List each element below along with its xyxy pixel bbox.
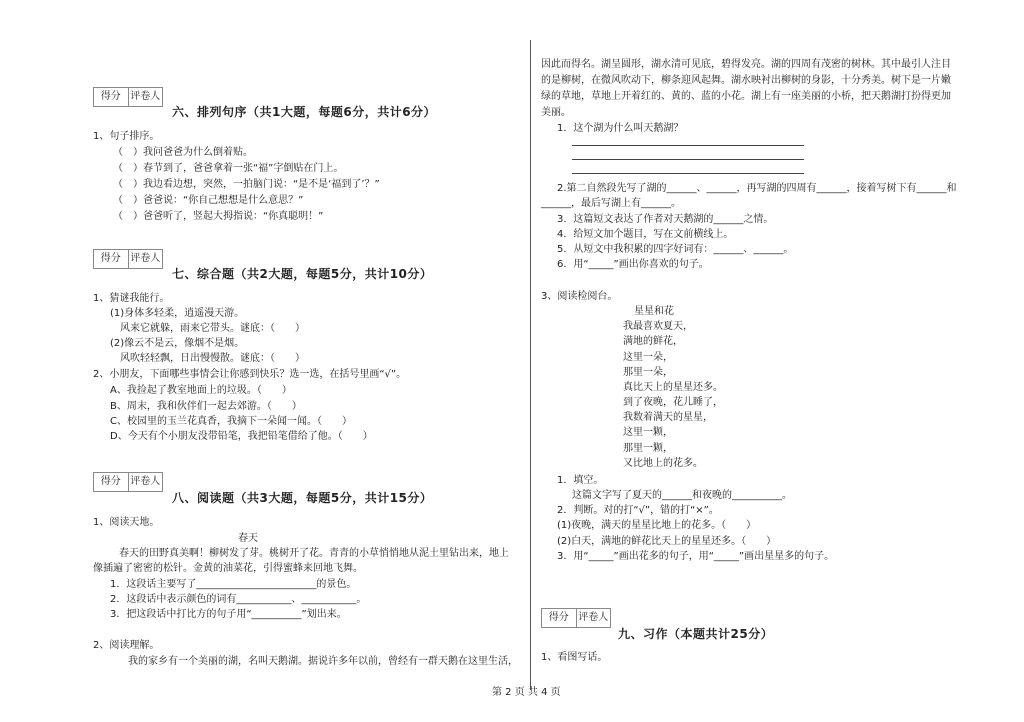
riddle-line: 风来它就躲，雨来它带头。谜底：（ ） <box>120 323 305 334</box>
passage-title: 春天 <box>238 533 258 544</box>
reading-question: ______，最后写湖上有______。 <box>541 198 681 209</box>
section-6-title: 六、排列句序（共1大题，每题6分，共计6分） <box>172 105 437 119</box>
reading-question: (1)夜晚，满天的星星比地上的花多。（ ） <box>557 520 757 531</box>
grader-label: 评卷人 <box>128 473 163 491</box>
passage-line: 春天的田野真美啊！柳树发了芽。桃树开了花。青青的小草悄悄地从泥土里钻出来，地上 <box>119 548 509 559</box>
score-label: 得分 <box>100 253 121 264</box>
poem-line: 那里一朵， <box>623 367 673 378</box>
passage-line: 美丽。 <box>541 107 571 118</box>
reading-question: 4．给短文加个题目，写在文前横线上。 <box>557 229 734 240</box>
section-8-title: 八、阅读题（共3大题，每题5分，共计15分） <box>172 491 433 505</box>
passage-question: 2．这段话中表示颜色的词有___________、___________。 <box>110 594 367 605</box>
question-label: 3、阅读检阅台。 <box>541 291 618 302</box>
score-box <box>541 608 611 628</box>
sentence-item: （ ）爸爸听了，竖起大拇指说：“你真聪明！” <box>113 211 324 222</box>
poem-line: 到了夜晚，花儿睡了， <box>623 397 723 408</box>
passage-line: 我的家乡有一个美丽的湖，名叫天鹅湖。据说许多年以前，曾经有一群天鹅在这里生活， <box>128 656 518 667</box>
reading-question: 2．判断。对的打“√”，错的打“×”。 <box>557 505 719 516</box>
question-label: 2、阅读理解。 <box>93 640 160 651</box>
answer-line <box>572 173 804 174</box>
grader-label: 评卷人 <box>576 609 611 627</box>
question-label: 2、小朋友，下面哪些事情会让你感到快乐？选一选，在括号里画“√”。 <box>93 369 407 380</box>
section-9-title: 九、习作（本题共计25分） <box>618 627 774 641</box>
option-item: D、今天有个小朋友没带铅笔，我把铅笔借给了他。（ ） <box>110 431 373 442</box>
passage-line: 因此而得名。湖呈圆形，湖水清可见底，碧得发亮。湖的四周有茂密的树林。其中最引人注目 <box>541 59 951 70</box>
passage-line: 绿的草地，草地上开着红的、黄的、蓝的小花。湖上有一座美丽的小桥，把天鹅湖打扮得更加 <box>541 91 951 102</box>
score-box <box>93 249 163 269</box>
reading-question: 1．填空。 <box>557 475 604 486</box>
sentence-item: （ ）我边看边想，突然，一拍脑门说：“是不是‘福到了’？” <box>113 179 380 190</box>
passage-line: 像插遍了密密的松针。金黄的油菜花，引得蜜蜂来回地飞舞。 <box>93 563 363 574</box>
score-box <box>93 472 163 492</box>
poem-line: 真比天上的星星还多。 <box>623 382 723 393</box>
question-label: 1、句子排序。 <box>93 131 160 142</box>
poem-line: 又比地上的花多。 <box>623 458 703 469</box>
passage-line: 的是柳树，在微风吹动下，柳条迎风起舞。湖水映衬出柳树的身影，十分秀美。树下是一片嫩 <box>541 75 951 86</box>
reading-question: 这篇文字写了夏天的______和夜晚的__________。 <box>572 490 792 501</box>
reading-question: 3．这篇短文表达了作者对天鹅湖的______之情。 <box>557 214 774 225</box>
poem-line: 满地的鲜花， <box>623 336 683 347</box>
option-item: C、校园里的玉兰花真香，我摘下一朵闻一闻。（ ） <box>110 416 352 427</box>
reading-question: 1．这个湖为什么叫天鹅湖？ <box>557 123 684 134</box>
sentence-item: （ ）我问爸爸为什么倒着贴。 <box>113 147 253 158</box>
answer-line <box>572 159 804 160</box>
score-box <box>93 87 163 107</box>
passage-question: 1．这段话主要写了________________________的景色。 <box>110 579 357 590</box>
grader-label: 评卷人 <box>128 250 163 268</box>
reading-question: (2)白天，满地的鲜花比天上的星星还多。（ ） <box>557 536 777 547</box>
poem-line: 我最喜欢夏天， <box>623 321 693 332</box>
poem-title: 星星和花 <box>634 306 674 317</box>
sentence-item: （ ）爸爸说：“你自己想想是什么意思？” <box>113 195 304 206</box>
score-label: 得分 <box>548 612 569 623</box>
reading-question: 2.第二自然段先写了湖的______、______，再写湖的四周有______，接着写树下有______和 <box>557 183 957 194</box>
question-label: 1、猜谜我能行。 <box>93 293 170 304</box>
grader-label: 评卷人 <box>128 88 163 106</box>
poem-line: 这里一朵， <box>623 352 673 363</box>
score-label: 得分 <box>100 476 121 487</box>
reading-question: 5．从短文中我积累的四字好词有：______、______。 <box>557 244 794 255</box>
reading-question: 3．用“_____”画出花多的句子，用“_____”画出星星多的句子。 <box>557 551 835 562</box>
question-label: 1、看图写话。 <box>541 652 608 663</box>
riddle-line: (1)身体多轻柔，逍遥漫天游。 <box>110 308 245 319</box>
poem-line: 那里一颗， <box>623 443 673 454</box>
poem-line: 我数着满天的星星， <box>623 412 713 423</box>
riddle-line: (2)像云不是云，像烟不是烟。 <box>110 338 245 349</box>
poem-line: 这里一颗， <box>623 427 673 438</box>
option-item: A、我捡起了教室地面上的垃圾。（ ） <box>110 385 292 396</box>
column-divider <box>530 40 531 690</box>
reading-question: 6．用“_____”画出你喜欢的句子。 <box>557 259 709 270</box>
section-7-title: 七、综合题（共2大题，每题5分，共计10分） <box>172 267 433 281</box>
score-label: 得分 <box>100 91 121 102</box>
option-item: B、周末，我和伙伴们一起去郊游。（ ） <box>110 401 302 412</box>
page-number: 第 2 页 共 4 页 <box>492 687 561 698</box>
passage-question: 3．把这段话中打比方的句子用“__________”划出来。 <box>110 609 347 620</box>
answer-line <box>572 145 804 146</box>
sentence-item: （ ）春节到了，爸爸拿着一张“福”字倒贴在门上。 <box>113 163 344 174</box>
riddle-line: 风吹轻轻飘，日出慢慢散。谜底：（ ） <box>120 353 305 364</box>
question-label: 1、阅读天地。 <box>93 517 160 528</box>
